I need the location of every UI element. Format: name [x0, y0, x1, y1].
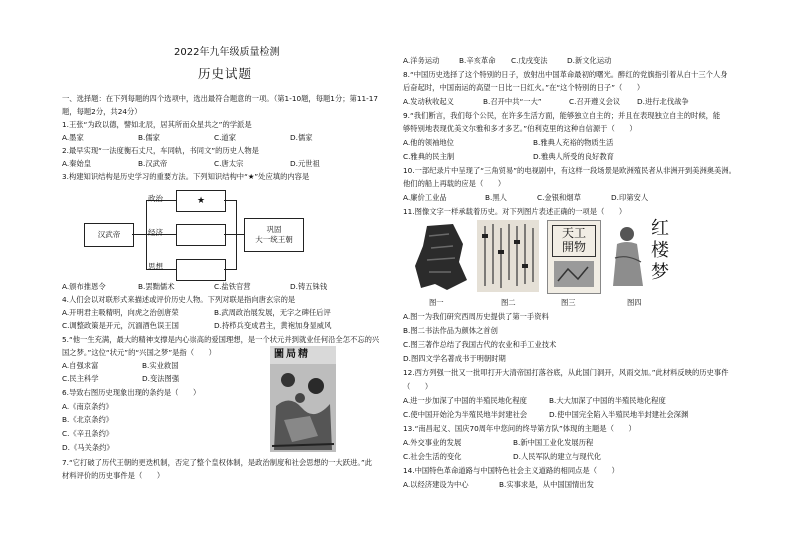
figure-2-caption: 图二 [501, 298, 516, 307]
q13-option-b: B.新中国工业化发展历程 [513, 438, 594, 447]
diagram-blank-box [176, 224, 226, 246]
q2-option-c: C.唐太宗 [214, 159, 244, 168]
question-9: 9.“我们断言，我们每个公民，在许多生活方面，能够独立自主的；并且在表现独立自主的时候，能 [403, 111, 721, 120]
question-7-cont: 材料评价的历史事件是（ ） [62, 471, 165, 480]
question-3: 3.构建知识结构是历史学习的重要方法。下列知识结构中“★”处应填的内容是 [62, 172, 310, 181]
q9-option-c: C.雅典的民主制 [403, 152, 455, 161]
section-heading: 一、选择题：在下列每题的四个选项中，选出最符合题意的一项。（第1-10题，每题1分；第11-17 [62, 94, 379, 103]
question-8-cont: 后奋起时，中国南运的高望一日比一日红火。”在“这个特别的日子”（ ） [403, 83, 645, 92]
q6-option-d: D.《马关条约》 [62, 443, 114, 452]
q12-option-c: C.使中国开始沦为半殖民地半封建社会 [403, 410, 528, 419]
diagram-connector [146, 200, 147, 270]
question-5: 5.“他一生充满，最大的精神支撑是内心崇高的爱国理想，是一个状元并到就业任何沿全怎不忘的兴 [62, 335, 380, 344]
q10-option-c: C.金银和烟草 [537, 193, 581, 202]
q11-option-a: A.图一为我们研究西周历史提供了第一手资料 [403, 312, 549, 321]
q1-option-b: B.儒家 [138, 133, 160, 142]
cartoon-figures [270, 346, 336, 452]
q7-option-d: D.新文化运动 [567, 56, 612, 65]
q13-option-d: D.人民军队的建立与现代化 [513, 452, 602, 461]
book-title-line1: 天工 [561, 226, 586, 240]
question-6: 6.导致右图历史现象出现的条约是（ ） [62, 388, 201, 397]
q2-option-d: D.元世祖 [290, 159, 320, 168]
knowledge-diagram [62, 188, 392, 278]
diagram-star-box: ★ [176, 190, 226, 212]
q5-option-a: A.自强求富 [62, 361, 99, 370]
figure-3-caption: 图三 [561, 298, 576, 307]
q9-option-b: B.雅典人充裕的物质生活 [533, 138, 614, 147]
question-4: 4.人们会以对联形式来描述或评价历史人物。下列对联是指向唐玄宗的是 [62, 295, 296, 304]
q7-option-b: B.辛亥革命 [459, 56, 496, 65]
q10-option-a: A.廉价工业品 [403, 193, 447, 202]
question-1: 1.王张“为政以德，譬如北辰，居其所而众星共之”的学派是 [62, 120, 252, 129]
q3-option-a: A.颁布推恩令 [62, 282, 106, 291]
q5-option-c: C.民主科学 [62, 374, 99, 383]
q3-option-b: B.罢黜儒术 [138, 282, 175, 291]
q1-option-d: D.儒家 [290, 133, 313, 142]
question-13: 13.“南昌起义、国庆70周年中您问的终导第方队”体现的主题是（ ） [403, 424, 636, 433]
figure-1-caption: 图一 [429, 298, 444, 307]
q14-option-b: B.实事求是，从中国国情出发 [499, 480, 594, 489]
q11-option-d: D.图四文学名著成书于明朝时期 [403, 354, 506, 363]
q5-option-b: B.实业救国 [142, 361, 179, 370]
diagram-connector [236, 200, 237, 270]
diagram-result-line1: 巩固 [266, 225, 282, 234]
question-12-cont: （ ） [403, 382, 433, 391]
q13-option-c: C.社会生活的变化 [403, 452, 462, 461]
novel-title-vertical [651, 218, 669, 284]
question-2: 2.最早实现“一法度衡石丈尺，车同轨，书同文”的历史人物是 [62, 146, 259, 155]
q6-option-c: C.《辛丑条约》 [62, 429, 114, 438]
calligraphy-picture [477, 220, 539, 292]
q11-option-b: B.图二书法作品为颜体之首创 [403, 326, 498, 335]
branch-thought-label: 思想 [148, 262, 163, 271]
question-12: 12.西方列强一批又一批叩打开大清帝国打落谷底，从此国门洞开，风雨交加。”此材料反映的历史事件 [403, 368, 729, 377]
q8-option-d: D.进行北伐战争 [637, 97, 689, 106]
diagram-emperor-box: 汉武帝 [84, 223, 134, 247]
q2-option-b: B.汉武帝 [138, 159, 168, 168]
q5-option-d: D.变法图强 [142, 374, 180, 383]
diagram-result-line2: 大一统王朝 [255, 235, 293, 244]
q3-option-c: C.盐铁官营 [214, 282, 251, 291]
q6-option-b: B.《北京条约》 [62, 415, 114, 424]
q3-option-d: D.铸五铢钱 [290, 282, 328, 291]
figure-1-image [413, 222, 469, 292]
q7-option-c: C.戊戌变法 [511, 56, 548, 65]
question-10-cont: 他们的船上再载的应是（ ） [403, 179, 506, 188]
q9-option-d: D.雅典人所受的良好教育 [533, 152, 614, 161]
book-title-line2: 開物 [561, 240, 586, 254]
novel-title-char-3: 梦 [651, 262, 669, 283]
exam-title: 2022年九年级质量检测 [174, 47, 280, 58]
q2-option-a: A.秦始皇 [62, 159, 92, 168]
figure-4-image [607, 218, 677, 292]
q10-option-b: B.黑人 [485, 193, 507, 202]
q8-option-a: A.发动秋收起义 [403, 97, 454, 106]
question-7: 7.“它打破了历代王朝的更迭机制，否定了整个皇权体制，是政治制度和社会思想的一大跃进。”此 [62, 458, 373, 467]
q14-option-a: A.以经济建设为中心 [403, 480, 469, 489]
diagram-connector [224, 200, 236, 201]
q11-option-c: C.图三著作总结了我国古代的农业和手工业技术 [403, 340, 557, 349]
lady-painting [607, 218, 651, 292]
q1-option-c: C.道家 [214, 133, 237, 142]
diagram-connector [236, 234, 244, 235]
figure-4-caption: 图四 [627, 298, 642, 307]
q12-option-b: B.大大加深了中国的半殖民地化程度 [549, 396, 666, 405]
q9-option-a: A.他的领袖地位 [403, 138, 454, 147]
q7-option-a: A.洋务运动 [403, 56, 440, 65]
book-illustration [548, 221, 600, 293]
novel-title-char-1: 红 [651, 218, 669, 239]
branch-economy-label: 经济 [148, 228, 163, 237]
figure-3-image [547, 220, 601, 294]
q4-option-d: D.持栉兵变成君主，黄袍加身显威风 [214, 321, 332, 330]
historical-cartoon-image [270, 346, 336, 452]
diagram-connector [132, 234, 146, 235]
diagram-connector [224, 234, 236, 235]
q12-option-d: D.使中国完全陷入半殖民地半封建社会深渊 [549, 410, 689, 419]
section-heading-cont: 题，每题2分，共24分） [62, 107, 142, 116]
q8-option-c: C.召开遵义会议 [569, 97, 621, 106]
question-14: 14.中国特色革命道路与中国特色社会主义道路的相同点是（ ） [403, 466, 619, 475]
diagram-connector [224, 269, 236, 270]
question-9-cont: 够特别地表现优美文尔雅和多才多艺。”伯利克里的这种自信源于（ ） [403, 124, 637, 133]
q4-option-c: C.调整政策是开元，沉湎酒色误王国 [62, 321, 179, 330]
q1-option-a: A.墨家 [62, 133, 84, 142]
q10-option-d: D.印第安人 [611, 193, 649, 202]
q4-option-b: B.武周政治展发展，无字之碑任后评 [214, 308, 331, 317]
diagram-result-box [244, 218, 304, 252]
question-10: 10.一部纪录片中呈现了“三角贸易”的电视剧中，有这样一段场景是欧洲殖民者从非洲开到美洲奥美洲。 [403, 166, 736, 175]
q6-option-a: A.《南京条约》 [62, 402, 113, 411]
figure-2-image [477, 220, 539, 292]
subject-title: 历史试题 [198, 66, 253, 81]
question-11: 11.图像文字一样承载着历史。对下列图片表述正确的一项是（ ） [403, 207, 627, 216]
novel-title-char-2: 楼 [651, 240, 669, 261]
bronze-fragment-picture [413, 222, 469, 292]
branch-politics-label: 政治 [148, 194, 163, 203]
cartoon-caption: 圖局精 [274, 349, 310, 360]
q8-option-b: B.召开中共“一大” [483, 97, 542, 106]
q4-option-a: A.开明君主吸精明，向虎之治创唐荣 [62, 308, 179, 317]
q12-option-a: A.进一步加深了中国的半殖民地化程度 [403, 396, 527, 405]
question-5-cont: 国之梦。”这位“状元”的“兴国之梦”是指（ ） [62, 348, 216, 357]
question-8: 8.“中国历史选择了这个特别的日子，放射出中国革命最初的曙光。醉红的党旗指引着从白十三个人身 [403, 70, 728, 79]
diagram-blank-box [176, 259, 226, 281]
q13-option-a: A.外交事业的发展 [403, 438, 462, 447]
